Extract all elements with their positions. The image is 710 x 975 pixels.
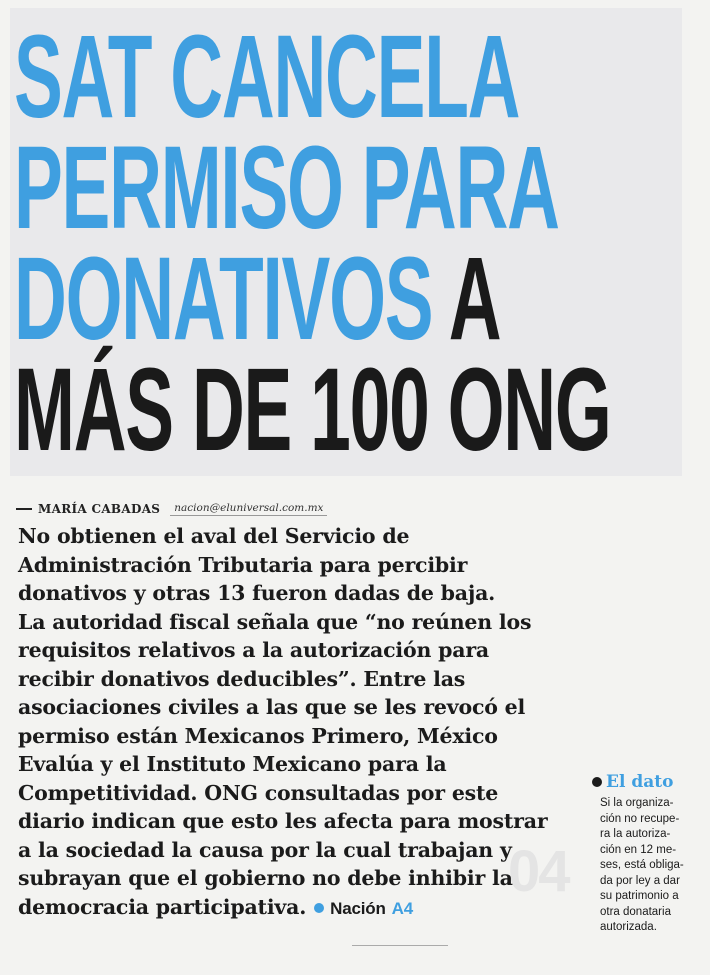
lead-line: Evalúa y el Instituto Mexicano para la [18, 752, 447, 776]
lead-line: subrayan que el gobierno no debe inhibir la [18, 866, 513, 890]
headline-line-4: MÁS DE 100 ONG [14, 344, 611, 476]
reference-underline [352, 945, 448, 946]
lead-line: a la sociedad la causa por la cual trabajan y [18, 837, 512, 862]
lead-paragraph [18, 522, 578, 923]
sidebar-line: ses, está obliga- [600, 859, 684, 871]
headline-line-2: PERMISO PARA [14, 122, 559, 254]
sidebar-line: Si la organiza- [600, 797, 674, 809]
lead-line: democracia participativa. [18, 894, 307, 919]
headline-line-1: SAT CANCELA [14, 11, 520, 143]
headline-line-3-dark: A [448, 233, 501, 365]
lead-line: donativos y otras 13 fueron dadas de baja. [18, 581, 496, 605]
sidebar-body [600, 796, 702, 936]
lead-line: diario indican que esto les afecta para mostrar [18, 809, 548, 833]
lead-line: requisitos relativos a la autorización para [18, 638, 490, 662]
page-reference[interactable] [314, 895, 413, 924]
byline-author: MARÍA CABADAS [38, 502, 161, 516]
lead-line: No obtienen el aval del Servicio de [18, 524, 410, 548]
headline-line-3-accent: DONATIVOS [14, 233, 433, 365]
sidebar-line: ción en 12 me- [600, 843, 677, 856]
page-number: A4 [391, 898, 413, 918]
sidebar-line: otra donataria [600, 905, 671, 918]
sidebar-line: da por ley a dar [600, 874, 680, 887]
sidebar-title-row [592, 772, 702, 792]
bullet-icon [314, 903, 324, 913]
el-dato-sidebar [592, 772, 702, 936]
sidebar-line: ra la autoriza- [600, 828, 671, 840]
lead-line: recibir donativos deducibles”. Entre las [18, 666, 466, 691]
lead-line: Competitividad. ONG consultadas por este [18, 780, 499, 805]
headline [14, 11, 611, 476]
lead-line: asociaciones civiles a las que se les revocó el [18, 695, 526, 719]
bullet-icon [592, 777, 602, 787]
section-name: Nación [330, 898, 386, 918]
sidebar-line: autorizada. [600, 921, 657, 933]
byline-dash [16, 508, 32, 510]
sidebar-line: su patrimonio a [600, 890, 679, 902]
lead-line: La autoridad fiscal señala que “no reúnen los [18, 609, 532, 634]
lead-line-last [18, 893, 578, 924]
lead-line: permiso están Mexicanos Primero, México [18, 723, 498, 748]
page-watermark: 04 [508, 839, 569, 904]
sidebar-line: ción no recupe- [600, 812, 680, 825]
byline-email[interactable]: nacion@eluniversal.com.mx [170, 502, 327, 516]
byline [16, 500, 327, 518]
sidebar-title: El dato [606, 772, 674, 792]
headline-line-3 [14, 233, 501, 365]
lead-line: Administración Tributaria para percibir [18, 552, 468, 577]
